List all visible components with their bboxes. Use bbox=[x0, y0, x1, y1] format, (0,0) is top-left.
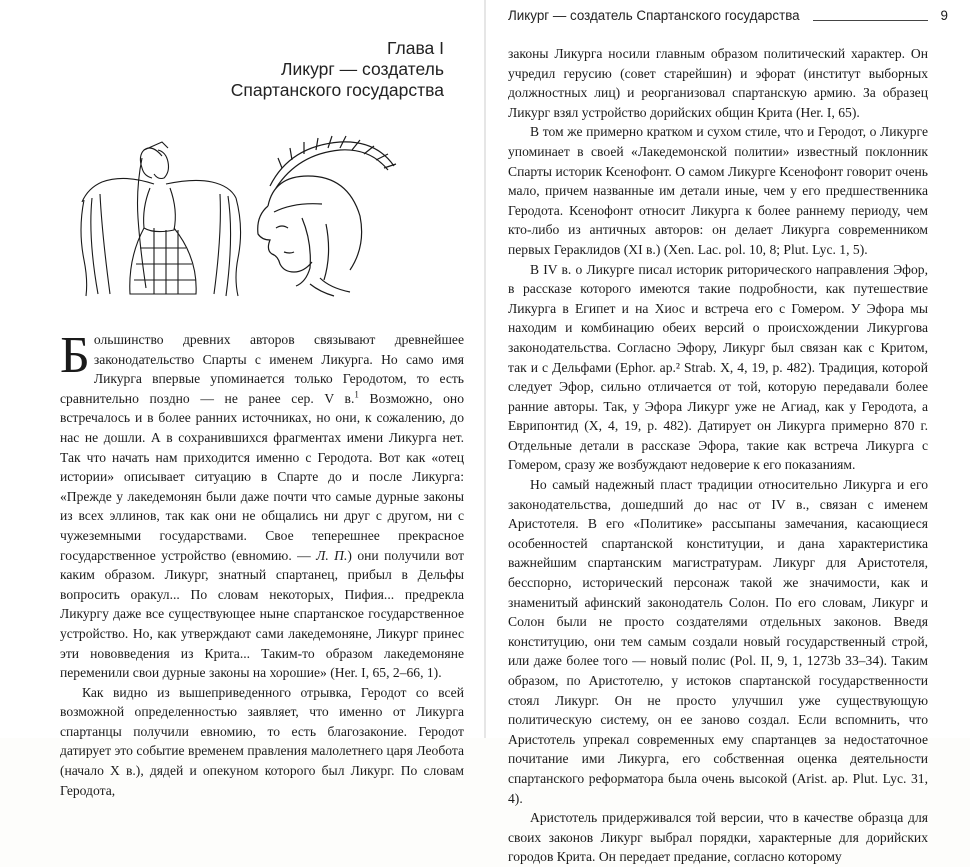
author-initials: Л. П. bbox=[316, 547, 348, 563]
priestess-figure bbox=[81, 142, 241, 296]
paragraph-1-part-2: Возможно, оно встречалось и в более ранних источниках, но они, к сожалению, до нас не дошли. А в сохранившихся фрагментах имени Ликурга нет. Так что начать нам приходится именно с Геродота. Вот как «отец истории» описывает ситуацию в Спарте до и после Ликурга: «Прежде у лакедемонян были даже почти что самые дурные законы из всех эллинов, так как они не общались ни друг с другом, ни с чужеземными государствами. Свое теперешнее прекрасное государственное устройство (евномию. — bbox=[60, 390, 464, 563]
paragraph-2: Как видно из вышеприведенного отрывка, Геродот со всей возможной определенностью заявляет, что именно от Ликурга спартанцы получили евномию, то есть благозаконие. Геродот датирует это событие временем правления малолетнего царя Леобота (начало X в.), дядей и опекуном которого был Ликург. По словам Геродота, bbox=[60, 684, 464, 798]
paragraph-1 bbox=[60, 327, 465, 683]
footnote-ref-1: 1 bbox=[354, 389, 359, 400]
helmet-head bbox=[258, 136, 396, 296]
chapter-heading bbox=[231, 38, 444, 101]
paragraph-1-part-1: ольшинство древних авторов связывают древнейшее законодательство Спарты с именем Ликурга. Но само имя Ликурга впервые упоминается только Геродотом, то есть сравнительно поздно — не ранее сер. V в. bbox=[60, 332, 464, 406]
left-page bbox=[0, 0, 484, 798]
header-rule bbox=[813, 20, 928, 21]
chapter-title-line1: Ликург — создатель bbox=[281, 59, 444, 79]
chapter-label: Глава I bbox=[387, 38, 444, 58]
running-header bbox=[508, 6, 948, 26]
paragraph-r1: законы Ликурга носили главным образом политический характер. Он учредил герусию (совет старейшин) и эфорат (институт выборных должностных лиц) и реорганизовал спартанскую армию. За образец Ликург взял устройство дорийских общин Крита (Her. I, 65). bbox=[508, 46, 928, 120]
running-title: Ликург — создатель Спартанского государства bbox=[508, 8, 800, 23]
paragraph-r2: В том же примерно кратком и сухом стиле, что и Геродот, о Ликурге упоминает в своей «Лакедемонской политии» известный поклонник Спарты историк Ксенофонт. О самом Ликурге Ксенофонт говорит очень мало, причем названные им детали иные, чем у его предшественника Геродота. Ксенофонт относит Ликурга к более раннему периоду, чем кто-либо из античных авторов: он делает Ликурга современником первых Гераклидов (XI в.) (Xen. Lac. pol. 10, 8; Plut. Lyc. 1, 5). bbox=[508, 124, 928, 257]
left-body-text bbox=[60, 327, 465, 800]
page-number: 9 bbox=[940, 8, 948, 23]
paragraph-1-part-3: ) они получили вот каким образом. Ликург, знатный спартанец, прибыл в Дельфы вопросить оракул... По словам некоторых, Пифия... предрекла Ликургу даже все существующее ныне спартанское государственное устройство. Но, как утверждают сами лакедемоняне, Ликург принес эти нововведения из Крита... Таким-то образом лакедемоняне переменили свои дурные законы на хорошие» (Her. I, 65, 2–66, 1). bbox=[60, 547, 465, 681]
paragraph-r5: Аристотель придерживался той версии, что в качестве образца для своих законов Ликург выбрал порядки, характерные для дорийских городов Крита. Он передает предание, согласно которому bbox=[508, 810, 928, 865]
paragraph-r3: В IV в. о Ликурге писал историк риторического направления Эфор, в рассказе которого имеются такие подробности, как путешествие Ликурга в Египет и на Хиос и встреча его с Гомером. У Эфора мы находим и комбинацию обеих версий о происхождении Ликургова законодательства. Согласно Эфору, Ликург был связан как с Критом, так и с Дельфами (Ephor. ap.² Strab. X, 4, 19, p. 482). Традиция, которой следует Эфор, сильно отличается от той, которую передавали более ранние авторы. Так, у Эфора Ликург уже не Агиад, как у Геродота, а Еврипонтид (X, 4, 19, p. 482). Датирует он Ликурга примерно 870 г. Отдельные детали в рассказе Эфора, такие как встреча Ликурга с Гомером, сразу же возбуждают недоверие к его показаниям. bbox=[508, 261, 928, 473]
right-page bbox=[486, 0, 970, 865]
right-body-text bbox=[508, 44, 928, 867]
chapter-illustration bbox=[70, 128, 400, 300]
paragraph-r4: Но самый надежный пласт традиции относительно Ликурга и его законодательства, дошедший до нас от IV в., связан с именем Аристотеля. В его «Политике» рассыпаны замечания, касающиеся особенностей спартанской конституции, и дана характеристика важнейшим спартанским магистратурам. Ликург для Аристотеля, бесспорно, исторический персонаж такой же значимости, как и знаменитый афинский законодатель Солон. По его словам, Ликург и Солон были не просто создателями отдельных законов. Введя конституцию, они тем самым создали новый государственный строй, или даже более того — новый полис (Pol. II, 9, 1, 1273b 33–34). Таким образом, по Аристотелю, у истоков спартанской государственности стоял Ликург. Он не просто улучшил уже существующую политическую систему, он ее заново создал. Если вспомнить, что Аристотель упрекал современных ему спартанцев за недостаточное почитание ими Ликурга, его собственная оценка деятельности спартанского реформатора была очень высокой (Arist. ap. Plut. Lyc. 31, 4). bbox=[508, 477, 928, 806]
drop-cap: Б bbox=[60, 327, 90, 384]
chapter-title-line2: Спартанского государства bbox=[230, 80, 444, 100]
